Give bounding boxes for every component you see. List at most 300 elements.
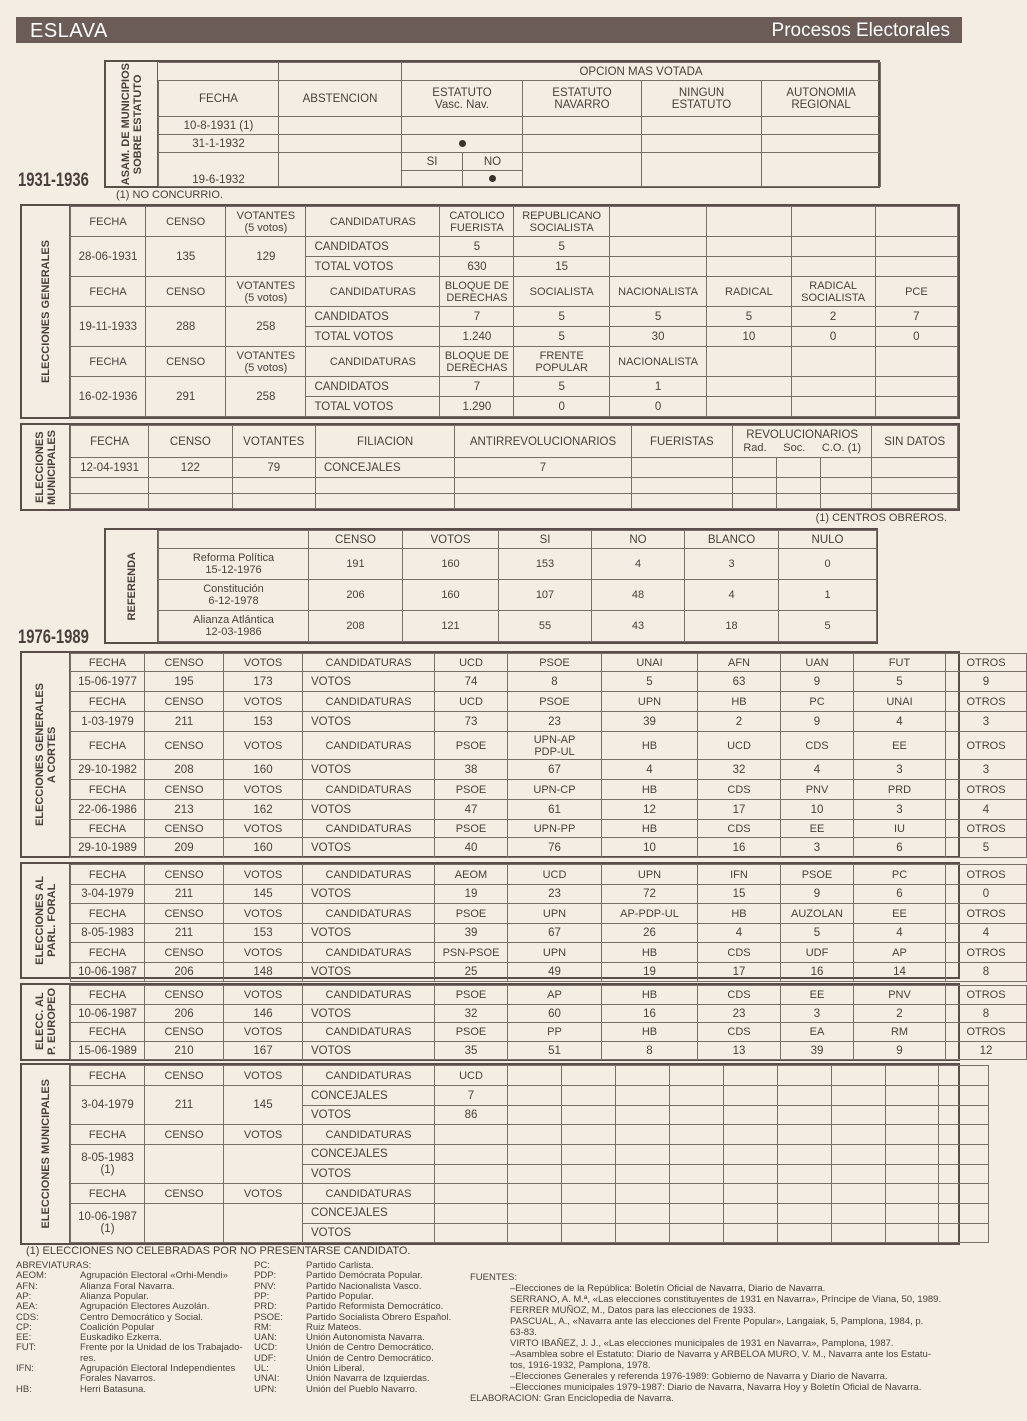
- col-estatuto-nav: ESTATUTO NAVARRO: [523, 81, 642, 117]
- abbr-key: PRD:: [254, 1301, 277, 1313]
- em-votos: [224, 1145, 303, 1184]
- abbr-key: AP:: [16, 1290, 32, 1302]
- source-line: –Elecciones municipales 1979-1987: Diario de Navarra, Navarra Hoy y Boletín Oficial de Navarra.: [510, 1382, 922, 1393]
- pf-header-cell: AUZOLAN: [781, 904, 854, 924]
- abbr-value: Alianza Popular.: [80, 1290, 149, 1302]
- source-line: –Elecciones de la República: Boletín Oficial de Navarra, Diario de Navarra.: [510, 1283, 826, 1294]
- egc-cell: 32: [698, 760, 781, 780]
- pe-header-cell: EA: [781, 1023, 854, 1042]
- egc-cell: VOTOS: [303, 838, 435, 858]
- referenda-section: REFERENDA CENSO VOTOS SI NO BLANCO NULO Reforma Política 15-12-1976 191 160 153 4 3 0 Constitución 6-12-1978 206 160 107 48 4 1 Alianza Atlántica 12-03-1986 208 121 55 43 18 5: [104, 528, 878, 644]
- egc-header-cell: UPN-AP PDP-UL: [508, 732, 602, 760]
- abbr-value: Unión Autonomista Navarra.: [306, 1332, 425, 1344]
- pf-cell: VOTOS: [303, 924, 435, 943]
- pe-header-cell: CDS: [698, 1023, 781, 1042]
- pf-header-cell: UCD: [508, 865, 602, 885]
- referenda-cell: 18: [685, 611, 779, 642]
- pf-header-cell: CENSO: [145, 865, 224, 885]
- abbr-key: UPN:: [254, 1383, 277, 1395]
- pf-cell: 23: [508, 885, 602, 904]
- eg1931-header-cell: CANDIDATURAS: [306, 347, 440, 377]
- abbr-key: UAN:: [254, 1332, 277, 1344]
- pe-header-cell: VOTOS: [224, 1023, 303, 1042]
- pe-cell: 12: [946, 1042, 1027, 1060]
- pf-cell: 3-04-1979: [71, 885, 145, 904]
- egc-cell: 63: [698, 672, 781, 692]
- egc-cell: 29-10-1989: [71, 838, 145, 858]
- egc-cell: VOTOS: [303, 712, 435, 732]
- em-header-cell: CANDIDATURAS: [303, 1066, 435, 1086]
- pe-header-cell: PSOE: [435, 1023, 508, 1042]
- eg1931-cell: 5: [514, 327, 609, 347]
- pf-header-cell: AP-PDP-UL: [602, 904, 698, 924]
- referenda-header-cell: VOTOS: [403, 531, 499, 549]
- abbr-key: CDS:: [16, 1311, 39, 1323]
- col-abstencion: ABSTENCION: [279, 81, 402, 117]
- abbr-value: Partido Socialista Obrero Español.: [306, 1311, 452, 1323]
- egc-cell: VOTOS: [303, 760, 435, 780]
- em-date: 10-06-1987 (1): [71, 1204, 145, 1243]
- pf-cell: 8: [946, 963, 1027, 982]
- eg1931-header-cell: CENSO: [146, 207, 226, 237]
- eg1931-header-cell: VOTANTES (5 votos): [226, 207, 306, 237]
- egc-header-cell: PC: [781, 692, 854, 712]
- eg1931-cell: TOTAL VOTOS: [306, 327, 440, 347]
- referenda-cell: 191: [309, 549, 403, 580]
- egc-cell: 29-10-1982: [71, 760, 145, 780]
- pf-cell: 15: [698, 885, 781, 904]
- egc-header-cell: OTROS: [946, 654, 1027, 672]
- egc-header-cell: OTROS: [946, 780, 1027, 800]
- pe-cell: VOTOS: [303, 1005, 435, 1023]
- egc-cell: 73: [435, 712, 508, 732]
- eg1931-header-cell: CANDIDATURAS: [306, 277, 440, 307]
- egc-cell: 39: [602, 712, 698, 732]
- abbr-key: UDF:: [254, 1352, 277, 1364]
- pf-cell: 19: [435, 885, 508, 904]
- pe-header-cell: EE: [781, 986, 854, 1005]
- abbr-value: Euskadiko Ezkerra.: [80, 1332, 162, 1344]
- eg1931-censo: 291: [146, 377, 226, 417]
- eg-1931-section: [20, 204, 960, 419]
- eg1931-side-label: ELECCIONES GENERALES: [39, 239, 52, 384]
- egc-cell: 3: [854, 800, 946, 820]
- eg1931-header-cell: BLOQUE DE DERECHAS: [440, 347, 514, 377]
- pe-cell: 15-06-1989: [71, 1042, 145, 1060]
- egc-cell: 23: [508, 712, 602, 732]
- egc-header-cell: FECHA: [71, 732, 145, 760]
- egc-header-cell: EE: [781, 820, 854, 838]
- eg1931-cell: CANDIDATOS: [306, 237, 440, 257]
- pe-header-cell: FECHA: [71, 1023, 145, 1042]
- referenda-cell: 1: [779, 580, 877, 611]
- abbr-key: PC:: [254, 1260, 270, 1271]
- pf-cell: 145: [224, 885, 303, 904]
- eg1931-header-cell: SOCIALISTA: [514, 277, 609, 307]
- eg1931-header-cell: CATOLICO FUERISTA: [440, 207, 514, 237]
- abbreviations-col1: ABREVIATURAS: AEOM: Agrupación Electoral «Orhi-Mendi» AFN: Alianza Foral Navarra. AP: Alianza Popular. AEA: Agrupación Electores Auzolán. CDS: Centro Democrático y Social. CP: Coalición Popular EE: Euskadiko Ezkerra. FUT: Frente por la Unidad de los Trabajado- res. IFN: Agrupación Electoral Independientes Forales Navarros. HB: Herri Batasuna.: [16, 1260, 243, 1395]
- egc-header-cell: FECHA: [71, 820, 145, 838]
- eg1931-header-cell: NACIONALISTA: [609, 347, 706, 377]
- abbr-value: Partido Carlista.: [306, 1260, 374, 1271]
- asamblea-table: OPCION MAS VOTADA FECHA ABSTENCION ESTATUTO Vasc. Nav. ESTATUTO NAVARRO NINGUN ESTATUTO AUTONOMIA REGIONAL 10-8-1931 (1) 31-1-1932 19-6-1932 SI NO: [158, 62, 881, 187]
- egc-cell: 61: [508, 800, 602, 820]
- pe-header-cell: CDS: [698, 986, 781, 1005]
- abbr-value: Agrupación Electores Auzolán.: [80, 1301, 210, 1313]
- asamblea-side-label: ASAM. DE MUNICIPIOS SOBRE ESTATUTO: [106, 62, 158, 186]
- egc-cell: 208: [145, 760, 224, 780]
- pe-header-cell: CANDIDATURAS: [303, 986, 435, 1005]
- referenda-cell: 153: [499, 549, 592, 580]
- em-header-cell: UCD: [435, 1066, 508, 1086]
- pe-cell: 3: [781, 1005, 854, 1023]
- eg1931-header-cell: VOTANTES (5 votos): [226, 277, 306, 307]
- egc-header-cell: OTROS: [946, 692, 1027, 712]
- pf-cell: 148: [224, 963, 303, 982]
- pf-cell: 14: [854, 963, 946, 982]
- em-header-cell: CANDIDATURAS: [303, 1183, 435, 1203]
- egc-header-cell: UNAI: [854, 692, 946, 712]
- pf-cell: 10-06-1987: [71, 963, 145, 982]
- em-cell: [435, 1145, 508, 1164]
- em-1931-section: ELECCIONES MUNICIPALES FECHA CENSO VOTANTES FILIACION ANTIRREVOLUCIONARIOS FUERISTAS REVOLUCIONARIOS Rad. Soc. C.O. (1) SIN DATOS 12-04-1931 122 79 CONCEJALES 7: [20, 423, 960, 511]
- pe-cell: 167: [224, 1042, 303, 1060]
- egc-header-cell: VOTOS: [224, 820, 303, 838]
- abbr-value: res.: [80, 1352, 96, 1364]
- pf-table: [70, 864, 1027, 982]
- referenda-cell: 55: [499, 611, 592, 642]
- source-line: tos, 1916-1932, Pamplona, 1978.: [510, 1360, 651, 1371]
- eg1931-header-cell: FECHA: [71, 347, 146, 377]
- eg1931-header-cell: REPUBLICANO SOCIALISTA: [514, 207, 609, 237]
- egc-cell: 5: [602, 672, 698, 692]
- eg1931-cell: [707, 257, 791, 277]
- pf-cell: 4: [946, 924, 1027, 943]
- abbr-key: UNAI:: [254, 1373, 280, 1385]
- egc-header-cell: UCD: [435, 692, 508, 712]
- egc-header-cell: CENSO: [145, 820, 224, 838]
- egc-header-cell: CENSO: [145, 654, 224, 672]
- em-cell: [435, 1164, 508, 1183]
- pe-cell: VOTOS: [303, 1042, 435, 1060]
- col-autonomia: AUTONOMIA REGIONAL: [762, 81, 881, 117]
- pf-cell: 17: [698, 963, 781, 982]
- eg1931-cell: [791, 377, 875, 397]
- egc-cell: 12: [602, 800, 698, 820]
- eg1931-header-cell: CENSO: [146, 277, 226, 307]
- abbr-key: EE:: [16, 1332, 32, 1344]
- abbr-key: PDP:: [254, 1270, 277, 1282]
- eg1931-cell: 2: [791, 307, 875, 327]
- egc-cell: 195: [145, 672, 224, 692]
- egc-cell: 3: [854, 760, 946, 780]
- source-line: FERRER MUÑOZ, M., Datos para las elecciones de 1933.: [510, 1305, 757, 1316]
- abbreviations-col2: [254, 1261, 464, 1411]
- sources: FUENTES: –Elecciones de la República: Boletín Oficial de Navarra, Diario de Navarra. SERRANO, A. M.ª, «Las elecciones constituyentes de 1931 en Navarra», Príncipe de Viana, 50, 1989. FERRER MUÑOZ, M., Datos para las elecciones de 1933. PASCUAL, A., «Navarra ante las elecciones del Frente Popular», Langaiak, 5, Pamplona, 1984, p. 63-83. VIRTO IBAÑEZ, J. J., «Las elecciones municipales de 1931 en Navarra», Pamplona, 1987. –Asamblea sobre el Estatuto: Diario de Navarra y ARBELOA MURO, V. M., Navarra ante los Estatu- tos, 1916-1932, Pamplona, 1978. –Elecciones Generales y referenda 1976-1989: Gobierno de Navarra y Diario de Navarra. –Elecciones municipales 1979-1987: Diario de Navarra, Navarra Hoy y Boletín Oficial de Navarra. ELABORACION: Gran Enciclopedia de Navarra.: [470, 1272, 965, 1404]
- em1931-table: FECHA CENSO VOTANTES FILIACION ANTIRREVOLUCIONARIOS FUERISTAS REVOLUCIONARIOS Rad. Soc. C.O. (1) SIN DATOS 12-04-1931 122 79 CONCEJALES 7: [70, 425, 958, 509]
- eg1931-cell: 10: [707, 327, 791, 347]
- eg1931-header-cell: [791, 207, 875, 237]
- em-header-cell: [435, 1124, 508, 1144]
- pf-cell: 211: [145, 924, 224, 943]
- egc-header-cell: FECHA: [71, 780, 145, 800]
- pf-header-cell: PSOE: [435, 904, 508, 924]
- eg1931-cell: 5: [707, 307, 791, 327]
- em-votos: [224, 1204, 303, 1243]
- pf-cell: 211: [145, 885, 224, 904]
- egc-cell: 17: [698, 800, 781, 820]
- egc-cell: 9: [781, 672, 854, 692]
- egc-cell: 160: [224, 838, 303, 858]
- egc-cell: 3: [946, 760, 1027, 780]
- egc-cell: 4: [946, 800, 1027, 820]
- eg1931-header-cell: [707, 347, 791, 377]
- referenda-cell: 107: [499, 580, 592, 611]
- egc-header-cell: UPN-PP: [508, 820, 602, 838]
- pf-cell: VOTOS: [303, 963, 435, 982]
- col-ningun: NINGUN ESTATUTO: [642, 81, 762, 117]
- eg1931-header-cell: FRENTE POPULAR: [514, 347, 609, 377]
- egc-cell: 1-03-1979: [71, 712, 145, 732]
- eg1931-cell: 5: [514, 377, 609, 397]
- asamblea-date-1: 10-8-1931 (1): [159, 117, 279, 135]
- pe-header-cell: PP: [508, 1023, 602, 1042]
- eg1931-cell: [875, 397, 957, 417]
- egc-header-cell: VOTOS: [224, 732, 303, 760]
- section-title: Procesos Electorales: [771, 20, 950, 41]
- egc-header-cell: PSOE: [508, 654, 602, 672]
- pe-cell: 8: [946, 1005, 1027, 1023]
- egc-cell: 9: [781, 712, 854, 732]
- eg1931-date: 28-06-1931: [71, 237, 146, 277]
- egc-cell: 209: [145, 838, 224, 858]
- em-cell: VOTOS: [303, 1223, 435, 1242]
- abbr-value: Partido Demócrata Popular.: [306, 1270, 423, 1282]
- egc-cell: 10: [781, 800, 854, 820]
- pf-header-cell: VOTOS: [224, 865, 303, 885]
- eg1931-cell: 5: [514, 307, 609, 327]
- pe-cell: 2: [854, 1005, 946, 1023]
- abbr-value: Unión de Centro Democrático.: [306, 1352, 434, 1364]
- egc-header-cell: UPN-CP: [508, 780, 602, 800]
- egc-header-cell: VOTOS: [224, 780, 303, 800]
- pe-header-cell: VOTOS: [224, 986, 303, 1005]
- referenda-cell: Constitución 6-12-1978: [159, 580, 309, 611]
- eg1931-cell: 5: [609, 307, 706, 327]
- referenda-cell: 160: [403, 549, 499, 580]
- pf-header-cell: AEOM: [435, 865, 508, 885]
- em-note: (1) ELECCIONES NO CELEBRADAS POR NO PRESENTARSE CANDIDATO.: [26, 1245, 411, 1257]
- pf-header-cell: CANDIDATURAS: [303, 904, 435, 924]
- egc-cell: 160: [224, 760, 303, 780]
- egc-header-cell: PNV: [781, 780, 854, 800]
- egc-cell: 4: [854, 712, 946, 732]
- abbr-key: PSOE:: [254, 1311, 284, 1323]
- referenda-cell: 121: [403, 611, 499, 642]
- eg1931-cell: CANDIDATOS: [306, 377, 440, 397]
- eg1931-cell: [791, 257, 875, 277]
- abbr-key: PP:: [254, 1290, 270, 1302]
- pf-cell: 72: [602, 885, 698, 904]
- egc-header-cell: UAN: [781, 654, 854, 672]
- vote-dot-icon: [459, 140, 466, 147]
- em-table: [70, 1065, 989, 1243]
- eg1931-header-cell: NACIONALISTA: [609, 277, 706, 307]
- em-cell: [435, 1223, 508, 1242]
- egc-cell: 2: [698, 712, 781, 732]
- eg1931-header-cell: [791, 347, 875, 377]
- eg1931-header-cell: FECHA: [71, 277, 146, 307]
- eg1931-header-cell: FECHA: [71, 207, 146, 237]
- referenda-header-cell: SI: [499, 531, 592, 549]
- pf-cell: 8-05-1983: [71, 924, 145, 943]
- eg1931-censo: 135: [146, 237, 226, 277]
- em-cell: VOTOS: [303, 1105, 435, 1124]
- eg1931-header-cell: RADICAL: [707, 277, 791, 307]
- pe-header-cell: PSOE: [435, 986, 508, 1005]
- egc-header-cell: PSOE: [435, 820, 508, 838]
- eg1931-cell: 15: [514, 257, 609, 277]
- eg1931-cell: [875, 237, 957, 257]
- referenda-cell: 4: [685, 580, 779, 611]
- eg1931-header-cell: PCE: [875, 277, 957, 307]
- egc-header-cell: CANDIDATURAS: [303, 692, 435, 712]
- pe-cell: 39: [781, 1042, 854, 1060]
- em-cell: 86: [435, 1105, 508, 1124]
- asamblea-date-2: 31-1-1932: [159, 135, 279, 153]
- pf-header-cell: UPN: [508, 943, 602, 963]
- egc-cell: 74: [435, 672, 508, 692]
- pf-cell: 153: [224, 924, 303, 943]
- abbr-key: CP:: [16, 1321, 32, 1333]
- pf-header-cell: VOTOS: [224, 943, 303, 963]
- eg1931-cell: 0: [609, 397, 706, 417]
- abbr-value: Unión del Pueblo Navarro.: [306, 1383, 418, 1395]
- pf-cell: VOTOS: [303, 885, 435, 904]
- abbr-key: AEA:: [16, 1301, 38, 1313]
- pf-section: ELECCIONES AL PARL. FORAL FECHA CENSO VOTOS CANDIDATURAS AEOM UCD UPN IFN PSOE PC OTROS 3-04-1979 211 145 VOTOS 19 23 72 15 9 6 0 FECHA CENSO VOTOS CANDIDATURAS PSOE UPN AP-PDP-UL HB AUZOLAN EE OTROS 8-05-1983 211 153 VOTOS 39 67 26 4 5 4 4 FECHA CENSO VOTOS CANDIDATURAS PSN-PSOE UPN HB CDS UDF AP OTROS 10-06-1987 206 148 VOTOS 25 49 19 17 16 14 8: [20, 862, 960, 979]
- em-cell: VOTOS: [303, 1164, 435, 1183]
- abbr-key: AEOM:: [16, 1270, 47, 1282]
- em-cell: 7: [435, 1086, 508, 1105]
- asamblea-note: (1) NO CONCURRIO.: [116, 189, 223, 201]
- eg1931-header-cell: BLOQUE DE DERECHAS: [440, 277, 514, 307]
- egc-header-cell: CDS: [781, 732, 854, 760]
- referenda-cell: 5: [779, 611, 877, 642]
- abbr-value: Unión de Centro Democrático.: [306, 1342, 434, 1354]
- egc-cell: 213: [145, 800, 224, 820]
- em1931-note: (1) CENTROS OBREROS.: [815, 512, 947, 524]
- abbr-value: Unión Liberal.: [306, 1363, 365, 1374]
- referenda-cell: 160: [403, 580, 499, 611]
- egc-cell: 153: [224, 712, 303, 732]
- eg1931-cell: 7: [875, 307, 957, 327]
- col-estatuto-vasc: ESTATUTO Vasc. Nav.: [402, 81, 523, 117]
- pf-header-cell: UDF: [781, 943, 854, 963]
- pf-cell: 26: [602, 924, 698, 943]
- eg1931-cell: 5: [440, 237, 514, 257]
- pf-header-cell: UPN: [602, 865, 698, 885]
- abbr-key: HB:: [16, 1383, 32, 1395]
- eg1931-cell: [791, 397, 875, 417]
- municipality-title: ESLAVA: [30, 20, 108, 42]
- egc-header-cell: CANDIDATURAS: [303, 654, 435, 672]
- egc-header-cell: FECHA: [71, 692, 145, 712]
- pe-header-cell: CENSO: [145, 986, 224, 1005]
- egc-cell: 5: [854, 672, 946, 692]
- em-header-cell: CENSO: [145, 1124, 224, 1144]
- pf-header-cell: OTROS: [946, 865, 1027, 885]
- pf-cell: 9: [781, 885, 854, 904]
- egc-header-cell: PSOE: [508, 692, 602, 712]
- egc-cell: 16: [698, 838, 781, 858]
- abbr-value: Coalición Popular: [80, 1321, 155, 1333]
- abbr-value: Ruiz Mateos.: [306, 1321, 362, 1333]
- pe-cell: 23: [698, 1005, 781, 1023]
- egc-header-cell: PSOE: [435, 732, 508, 760]
- pe-header-cell: OTROS: [946, 1023, 1027, 1042]
- eg1931-cell: TOTAL VOTOS: [306, 397, 440, 417]
- em-header-cell: CENSO: [145, 1066, 224, 1086]
- egc-header-cell: FUT: [854, 654, 946, 672]
- egc-cell: VOTOS: [303, 800, 435, 820]
- pf-header-cell: CANDIDATURAS: [303, 865, 435, 885]
- em-header-cell: VOTOS: [224, 1183, 303, 1203]
- pe-cell: 8: [602, 1042, 698, 1060]
- eg1931-cell: 630: [440, 257, 514, 277]
- pe-cell: 10-06-1987: [71, 1005, 145, 1023]
- eg1931-header-cell: CENSO: [146, 347, 226, 377]
- egc-cell: 22-06-1986: [71, 800, 145, 820]
- pe-header-cell: HB: [602, 1023, 698, 1042]
- egc-cell: 67: [508, 760, 602, 780]
- eg1931-cell: 0: [875, 327, 957, 347]
- egc-header-cell: CENSO: [145, 780, 224, 800]
- pe-cell: 146: [224, 1005, 303, 1023]
- pf-cell: 39: [435, 924, 508, 943]
- egc-cell: 173: [224, 672, 303, 692]
- abbr-key: PNV:: [254, 1280, 276, 1292]
- egc-header-cell: CDS: [698, 820, 781, 838]
- pf-cell: 16: [781, 963, 854, 982]
- em-date: 3-04-1979: [71, 1086, 145, 1125]
- em-section: ELECCIONES MUNICIPALES FECHA CENSO VOTOS CANDIDATURAS UCD 3-04-1979 211 145 CONCEJALES 7 VOTOS 86 FECHA CENSO VOTOS CANDIDATURAS 8-05-1983 (1) CONCEJALES VOTOS FECHA CENSO VOTOS CANDIDATURAS 10-06-1987 (1) CONCEJALES VOTOS: [20, 1063, 960, 1245]
- em-date: 8-05-1983 (1): [71, 1145, 145, 1184]
- egc-cell: 5: [946, 838, 1027, 858]
- egc-cell: 4: [781, 760, 854, 780]
- em-cell: CONCEJALES: [303, 1086, 435, 1105]
- abbr-value: Frente por la Unidad de los Trabajado-: [80, 1342, 243, 1354]
- pf-header-cell: HB: [698, 904, 781, 924]
- pf-header-cell: UPN: [508, 904, 602, 924]
- referenda-cell: 43: [592, 611, 685, 642]
- em-header-cell: [435, 1183, 508, 1203]
- egc-header-cell: VOTOS: [224, 654, 303, 672]
- abbr-key: RM:: [254, 1321, 272, 1333]
- abbr-key: FUT:: [16, 1342, 37, 1354]
- egc-cell: 76: [508, 838, 602, 858]
- eg1931-cell: 0: [514, 397, 609, 417]
- eg1931-header-cell: RADICAL SOCIALISTA: [791, 277, 875, 307]
- egc-header-cell: UCD: [698, 732, 781, 760]
- egc-header-cell: CDS: [698, 780, 781, 800]
- period-label-1931: 1931-1936: [18, 170, 89, 191]
- pf-header-cell: CENSO: [145, 904, 224, 924]
- pe-cell: 206: [145, 1005, 224, 1023]
- eg1931-cell: 0: [791, 327, 875, 347]
- egc-header-cell: VOTOS: [224, 692, 303, 712]
- pf-cell: 4: [854, 924, 946, 943]
